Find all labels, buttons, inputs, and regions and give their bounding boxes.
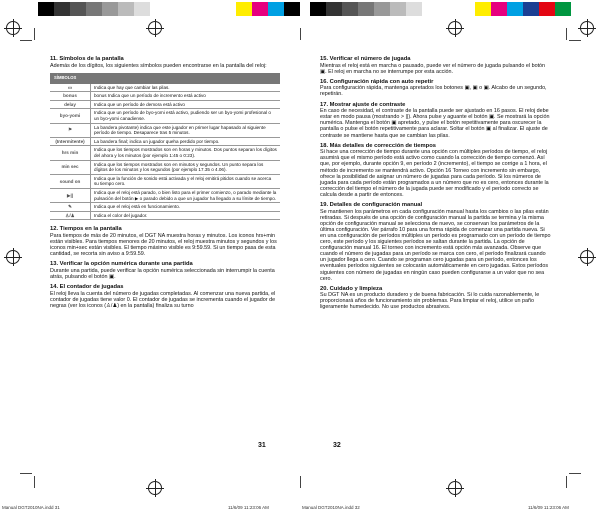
- slug-file-right: Manual DGT2010NA.indd 32: [302, 505, 360, 510]
- symbols-table-row: [50, 174, 280, 188]
- section-body: Su DGT NA es un producto duradero y de buena fabricación. Si lo cuida razonablemente, le proporcionará años de funcionamiento sin problemas. Para limpiar el reloj, utilice un paño ligeramente humedecido. No use productos abrasivos.: [320, 292, 540, 311]
- symbol-icon: ▶||: [50, 189, 91, 203]
- registration-mark-icon: [6, 21, 20, 35]
- symbols-table-row: [50, 100, 280, 109]
- crop-mark: [300, 28, 301, 40]
- section-17: [320, 102, 551, 139]
- symbol-description: Indica que hay que cambiar las pilas.: [91, 84, 281, 92]
- crop-mark: [566, 28, 567, 40]
- grayscale-color-bar-right: [310, 2, 422, 16]
- crop-mark: [34, 476, 35, 488]
- cmyk-color-bar-right: [475, 2, 571, 16]
- crop-mark: [569, 40, 581, 41]
- symbols-table-row: [50, 211, 280, 220]
- symbols-table-row: [50, 123, 280, 137]
- slug-date-left: 11/6/09 11:23:06 AM: [228, 505, 269, 510]
- section-title: 20. Cuidado y limpieza: [320, 285, 383, 292]
- symbol-icon: byo-yomi: [50, 109, 91, 123]
- section-16: [320, 79, 551, 98]
- symbol-description: Indica que los tiempos mostrados son en minutos y segundos. Un punto separa los dígitos de los minutos y los segundos (por ejemplo 17.35 o 4.06).: [91, 160, 281, 174]
- slug-file-left: Manual DGT2010NA.indd 31: [2, 505, 60, 510]
- symbol-icon: min sec: [50, 160, 91, 174]
- section-title: 15. Verificar el número de jugada: [320, 56, 411, 62]
- section-20: [320, 286, 551, 311]
- left-page-column: [50, 56, 280, 313]
- crop-mark: [20, 40, 32, 41]
- symbol-description: Indica que el reloj está parado, o bien listo para el primer comienzo, o parado mediante la pulsación del botón ▶ o parado debido a que un jugador ha llegado a su límite de tiempo.: [91, 189, 281, 203]
- symbol-icon: ▭: [50, 84, 91, 92]
- symbol-icon: (Intermitente): [50, 137, 91, 146]
- symbol-description: bonus Indica que un período de incremento está activo: [91, 92, 281, 101]
- registration-mark-icon: [448, 21, 462, 35]
- section-13: [50, 261, 280, 280]
- symbol-description: Indica que un período de byo-yomi está activo, pudiendo ser un byo-yomi profesional o un byo-yomi canadiense.: [91, 109, 281, 123]
- symbol-description: La bandera final; indica un jugador queha perdido por tiempo.: [91, 137, 281, 146]
- grayscale-color-bar-left: [38, 2, 150, 16]
- section-title: 18. Más detalles de corrección de tiempos: [320, 142, 436, 149]
- symbol-icon: ✎: [50, 203, 91, 212]
- symbols-table-header: SÍMBOLOS: [50, 73, 280, 84]
- symbols-table-row: [50, 92, 280, 101]
- section-title: 14. El contador de jugadas: [50, 284, 124, 291]
- section-18: [320, 143, 551, 198]
- section-title: 11. Símbolos de la pantalla: [50, 56, 124, 62]
- section-title: 19. Detalles de configuración manual: [320, 201, 423, 208]
- section-body: El reloj lleva la cuenta del número de jugadas completadas. Al comenzar una nueva partida, el contador de jugadas tiene valor 0. El contador de jugadas se incrementa cuando el jugador de negras (ver los iconos (♙/♟) en la pantalla) finaliza su turno: [50, 290, 276, 309]
- section-title: 12. Tiempos en la pantalla: [50, 226, 122, 233]
- section-15: [320, 56, 551, 75]
- symbols-table-row: [50, 137, 280, 146]
- cmyk-color-bar-left: [236, 2, 300, 16]
- section-body: En caso de necesidad, el contraste de la pantalla puede ser ajustado en 16 pasos. El reloj debe estar en modo pausa (mostrando > ||). Ahora pulse y aguante el botón ▣. Se mostrará la opción numérica. Mantenga el botón ▣ apretado, y pulse el botón repetitivamente para oscurecer la pantalla o pulse el botón repetitivamente para aclarar. Soltar el botón ▣ al finalizar. El ajuste de contraste se mantiene hasta que se cambian las pilas.: [320, 108, 550, 139]
- symbols-table: [50, 73, 280, 221]
- section-body: Para tiempos de más de 20 minutos, el DGT NA muestra horas y minutos. Los iconos hrs+min están visibles. Para tiempos menores de 20 minutos, el reloj muestra minutos y segundos y los iconos min+sec están visibles. El tiempo máximo visible es 9:59.59. Si un tiempo pasa de esta cantidad, se recorta sin aviso a 9:59.59.: [50, 232, 277, 258]
- symbol-icon: ⚑: [50, 123, 91, 137]
- symbol-description: Indica que los tiempos mostrados son en horas y minutos. Dos puntos separan los dígitos del ahora y los minutos (por ejemplo 1:45 o 0:23).: [91, 146, 281, 160]
- registration-mark-icon: [148, 21, 162, 35]
- crop-mark: [569, 473, 581, 474]
- section-body: Mientras el reloj está en marcha o pausado, puede ver el número de jugada pulsando el botón ▣. El reloj en marcha no se interrumpe por esta acción.: [320, 62, 546, 75]
- section-14: [50, 284, 280, 309]
- crop-mark: [34, 28, 35, 40]
- section-title: 13. Verificar la opción numérica durante una partida: [50, 261, 193, 268]
- symbol-icon: bonus: [50, 92, 91, 101]
- section-title: 16. Configuración rápida con auto repetir: [320, 78, 434, 85]
- section-body: Durante una partida, puede verificar la opción numérica seleccionada sin interrumpir la cuenta atrás, pulsando el botón ▣.: [50, 267, 275, 281]
- crop-mark: [300, 476, 301, 488]
- registration-mark-icon: [448, 481, 462, 495]
- crop-mark: [566, 476, 567, 488]
- section-19: [320, 202, 551, 282]
- symbol-icon: sound on: [50, 174, 91, 188]
- crop-mark: [20, 473, 32, 474]
- section-body: Si hace una corrección de tiempo durante una opción con múltiples períodos de tiempo, el reloj asumirá que el mismo período está activo como cuando la corrección de tiempo comenzó. Así que, por ejemplo, durante opción 9, en período 2 (incremento), el tiempo se corrige a 1 hora, el método de incremento se mantendrá activo. Opción 16 Torneo con incremento sin embargo, ofrece la posibilidad de asignar un número de jugadas para cada período. Si los números de jugada para cada período están programados a un número que no es cero, entonces durante la corrección del tiempo el número de la jugada puede ser modificado y el período correcto se calcula desde a partir de entonces.: [320, 149, 549, 198]
- symbol-description: Indica que la función de sonido está activada y el reloj emitirá pitidos cuando se acerca su tiempo cero.: [91, 174, 281, 188]
- symbols-table-row: [50, 203, 280, 212]
- registration-mark-icon: [580, 21, 594, 35]
- section-body: Para configuración rápida, mantenga apretados los botones ▣, ▣ o ▣. Alcabo de un segundo, repetirán.: [320, 85, 547, 98]
- page-number-right: 32: [333, 442, 341, 449]
- symbol-description: La bandera pivotante) indica que este jugador en primer lugar hapasado al siguiente período de tiempo. Desaparece tras 5 minutos.: [91, 123, 281, 137]
- right-page-column: [320, 56, 551, 315]
- section-title: 17. Mostrar ajuste de contraste: [320, 101, 406, 108]
- registration-mark-icon: [148, 481, 162, 495]
- symbol-description: Indica que un período de demora está activo: [91, 100, 281, 109]
- symbol-icon: delay: [50, 100, 91, 109]
- symbols-table-row: [50, 84, 280, 92]
- section-body: Además de los dígitos, los siguientes símbolos pueden encontrarse en la pantalla del reloj:: [50, 62, 267, 69]
- section-body: Se mantienen los parámetros en cada configuración manual hasta los cambios o las pilas están retiradas. Si después de una opción de configuración manual la partida se termina y la misma opción de configuración manual se selecciona de nuevo, se conservan los parámetros de la última configuración. Ver párrafo 10 para una forma rápida de comenzar una partida nueva. Si en una configuración de períodos múltiples un período es programado con un período de tiempo cero, este período y los siguientes períodos se saltan durante la partida. La opción de configuración manual 16. El torneo con incremento está opción más avanzada. Observe que cuando el número de jugadas para un período se marca con cero, el período finalizará cuando un jugador llega a cero. Cuando se programan cero jugadas para un período, entonces los eventuales períodos siguientes se colocarán automáticamente en cero jugadas. Estos períodos siguientes con número de jugadas en ningún caso pueden configurarse a un valor que no sea cero.: [320, 208, 551, 282]
- symbol-icon: hrs min: [50, 146, 91, 160]
- symbol-description: Indica el color del jugador.: [91, 211, 281, 220]
- symbols-table-row: [50, 109, 280, 123]
- registration-mark-icon: [580, 250, 594, 264]
- slug-date-right: 11/6/09 11:23:06 AM: [528, 505, 569, 510]
- symbols-table-row: [50, 189, 280, 203]
- symbols-table-row: [50, 160, 280, 174]
- symbol-icon: ♙/♟: [50, 211, 91, 220]
- symbol-description: Indica que el reloj está en funcionamiento.: [91, 203, 281, 212]
- symbols-table-row: [50, 146, 280, 160]
- section-11: [50, 56, 280, 69]
- section-12: [50, 226, 280, 257]
- page-number-left: 31: [258, 442, 266, 449]
- registration-mark-icon: [6, 250, 20, 264]
